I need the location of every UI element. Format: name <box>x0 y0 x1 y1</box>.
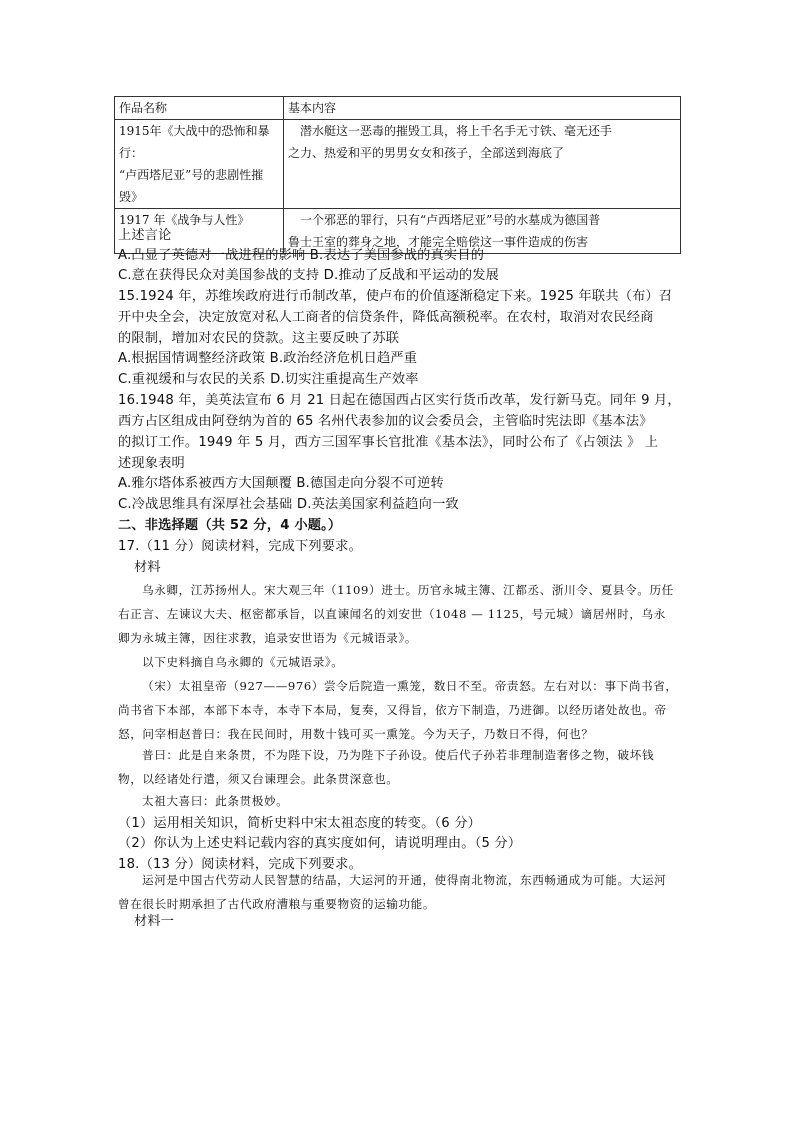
question-15-line: 的限制，增加对农民的贷款。这主要反映了苏联 <box>118 331 400 346</box>
material-paragraph: 运河是中国古代劳动人民智慧的结晶，大运河的开通，使得南北物流，东西畅通成为可能。大运河曾在很长时期承担了古代政府漕粮与重要物资的运输功能。 <box>118 873 667 911</box>
material-paragraph: 太祖大喜曰：此条贯极妙。 <box>142 794 289 808</box>
content-line: 之力、热爱和平的男男女女和孩子，全部送到海底了 <box>288 146 565 160</box>
work-name-line: 毁》 <box>119 190 144 204</box>
question-16-line: 的拟订工作。1949 年 5 月，西方三国军事长官批准《基本法》，同时公布了《占领法 》 上 <box>118 435 659 450</box>
sub-question: （1）运用相关知识，简析史料中宋太祖态度的转变。（6 分） <box>118 816 482 831</box>
work-name-line: 1915年《大战中的恐怖和暴行： <box>119 124 270 160</box>
question-16-line: 16.1948 年，美英法宣布 6 月 21 日起在德国西占区实行货币改革，发行新马克。同年 9 月， <box>118 393 681 408</box>
question-17-title: 17.（11 分）阅读材料，完成下列要求。 <box>118 539 362 554</box>
question-18-title: 18.（13 分）阅读材料，完成下列要求。 <box>118 857 362 872</box>
header-work-name: 作品名称 <box>115 97 284 120</box>
header-content: 基本内容 <box>284 97 681 120</box>
table-header-row <box>115 97 681 120</box>
question-15-line: 15.1924 年，苏维埃政府进行币制改革，使卢布的价值逐渐稳定下来。1925 年联共（布）召 <box>118 289 673 304</box>
question-16-line: 西方占区组成由阿登纳为首的 65 名州代表参加的议会委员会，主管临时宪法即《基本法》 <box>118 414 653 429</box>
material-label: 材料一 <box>134 914 175 929</box>
option-line: A.根据国情调整经济政策 B.政治经济危机日趋严重 <box>118 351 418 366</box>
option-line: C.意在获得民众对美国参战的支持 D.推动了反战和平运动的发展 <box>118 268 500 283</box>
option-line: C.重视缓和与农民的关系 D.切实注重提高生产效率 <box>118 372 419 387</box>
work-content-cell <box>284 120 681 209</box>
content-line: 鲁士王室的葬身之地，才能完全赔偿这一事件造成的伤害 <box>288 235 589 249</box>
option-line: A.凸显了英德对一战进程的影响 B.表达了美国参战的真实目的 <box>118 248 485 263</box>
question-stem: 上述言论 <box>118 228 172 243</box>
question-16-line: 述现象表明 <box>118 456 185 471</box>
section-heading: 二、非选择题（共 52 分，4 小题。） <box>118 518 342 533</box>
material-paragraph: 以下史料摘自乌永卿的《元城语录》。 <box>142 655 344 669</box>
work-name-line: 1917 年《战争与人性》 <box>119 213 250 227</box>
sub-question: （2）你认为上述史料记载内容的真实度如何，请说明理由。（5 分） <box>118 836 522 851</box>
works-table <box>114 96 681 254</box>
material-paragraph: 乌永卿，江苏扬州人。宋大观三年（1109）进士。历官永城主簿、江都丞、浙川令、夏县令。历任右正言、左谏议大夫、枢密都承旨，以直谏闻名的刘安世（1048 — 1125，号元城）谪居州时，乌永卿为永城主簿，因往求教，追录安世语为《元城语录》。 <box>118 583 674 645</box>
material-paragraph: 普曰：此是自来条贯，不为陛下设，乃为陛下子孙设。使后代子孙若非理制造奢侈之物，破坏钱物，以经诸处行遣，须又台谏理会。此条贯深意也。 <box>118 748 655 786</box>
material-label: 材料 <box>134 560 161 575</box>
content-line: 潜水艇这一恶毒的摧毁工具，将上千名手无寸铁、毫无还手 <box>300 124 613 138</box>
content-line: 一个邪恶的罪行，只有“卢西塔尼亚”号的水墓成为德国普 <box>300 213 601 227</box>
table-row <box>115 120 681 209</box>
option-line: A.雅尔塔体系被西方大国颠覆 B.德国走向分裂不可逆转 <box>118 476 444 491</box>
material-paragraph: （宋）太祖皇帝（927——976）尝令后院造一熏笼，数日不至。帝责怒。左右对以：事下尚书省，尚书省下本部，本部下本寺，本寺下本局，复奏，又得旨，依方下制造，乃进御。以经历诸处故也。帝怒，问宰相赵普曰：我在民间时，用数十钱可买一熏笼。今为天子，乃数日不得，何也？ <box>118 679 678 741</box>
work-name-line: “卢西塔尼亚”号的悲剧性摧 <box>119 168 264 182</box>
work-name-cell <box>115 120 284 209</box>
question-15-line: 开中央全会，决定放宽对私人工商者的信贷条件，降低高额税率。在农村，取消对农民经商 <box>118 310 654 325</box>
option-line: C.冷战思维具有深厚社会基础 D.英法美国家利益趋向一致 <box>118 497 459 512</box>
